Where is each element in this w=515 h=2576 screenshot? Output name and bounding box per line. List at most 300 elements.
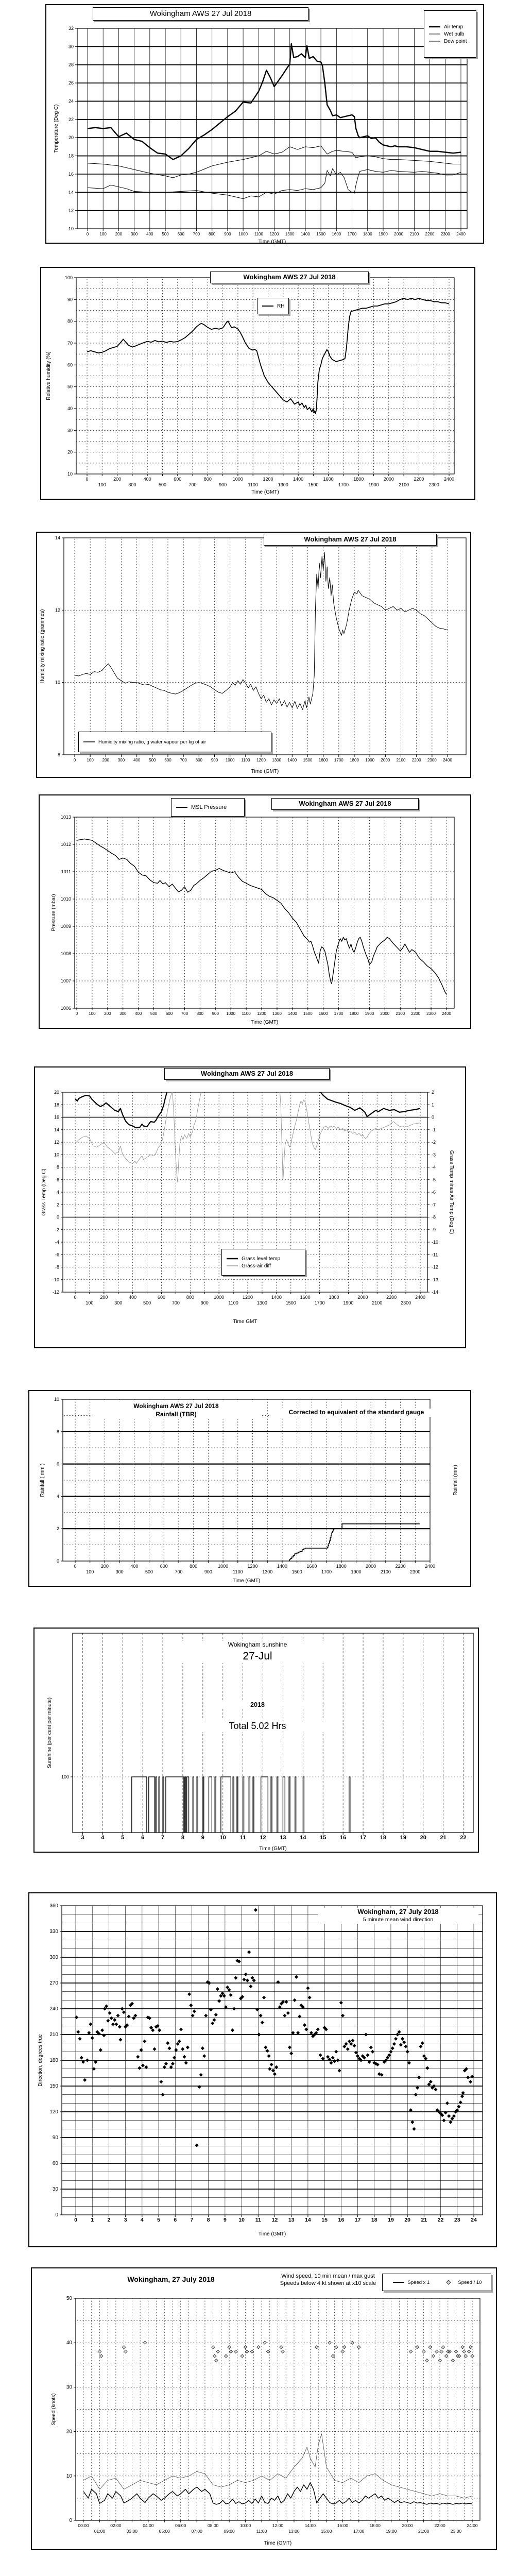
x-tick-label: 100 — [98, 482, 106, 487]
x-tick-label: 200 — [100, 1295, 108, 1300]
y-tick-label: 50 — [67, 384, 73, 389]
x-tick-label: 15 — [321, 2217, 328, 2223]
x-tick-label: 300 — [114, 1300, 123, 1306]
legend-label: Humidity mixing ratio, g water vapour per kg of air — [98, 739, 207, 745]
x-tick-label: 20 — [404, 2217, 411, 2223]
x-tick-label: 1900 — [365, 1011, 374, 1016]
x-tick-label: 1700 — [314, 1300, 325, 1306]
y-axis-title: Direction, degrees true — [38, 2034, 43, 2087]
x-tick-label: 2300 — [440, 232, 450, 236]
x-tick-label: 400 — [146, 232, 153, 236]
chart-title — [91, 1402, 261, 1418]
x-tick-label: 1300 — [272, 1011, 282, 1016]
x-tick-label: 1900 — [351, 1569, 362, 1574]
y-tick-label: 10 — [68, 226, 74, 231]
series-rainfall-cumulative — [75, 1524, 420, 1561]
x-tick-label: 5 — [157, 2217, 160, 2223]
x-tick-label: 2400 — [456, 232, 466, 236]
x-tick-label: 2200 — [386, 1295, 397, 1300]
x-tick-label: 4 — [101, 1835, 105, 1841]
x-tick-label: 01:00 — [94, 2529, 106, 2534]
x-tick-label: 1500 — [291, 1569, 302, 1574]
y-tick-label: 80 — [67, 318, 73, 324]
x-tick-label: 1400 — [301, 232, 310, 236]
x-tick-label: 1800 — [336, 1564, 347, 1569]
x-tick-label: 1200 — [242, 1295, 253, 1300]
x-tick-label: 400 — [130, 1564, 139, 1569]
x-tick-label: 9 — [223, 2217, 227, 2223]
y-tick-label: 0 — [55, 2212, 58, 2218]
y-tick-label: 2 — [56, 1526, 59, 1532]
y-tick-label: 330 — [49, 1929, 58, 1935]
y-tick-label: 1013 — [60, 815, 71, 820]
x-tick-label: 1100 — [242, 1011, 251, 1016]
x-tick-label: 1600 — [318, 758, 328, 762]
x-tick-label: 21 — [440, 1835, 447, 1841]
chart-wind-speed — [31, 2267, 497, 2550]
y-tick-label: 30 — [66, 2384, 72, 2391]
legend-label: Wet bulb — [444, 31, 465, 37]
y-tick-label: 12 — [55, 607, 60, 613]
x-tick-label: 200 — [104, 1011, 111, 1016]
chart-humidity-mixing-ratio — [36, 532, 471, 778]
x-axis-title: Time (GMT) — [259, 1846, 287, 1852]
x-tick-label: 1600 — [318, 1011, 328, 1016]
x-tick-label: 900 — [224, 232, 231, 236]
x-tick-label: 1400 — [271, 1295, 282, 1300]
y-tick-label: 4 — [56, 1494, 59, 1499]
x-tick-label: 2000 — [366, 1564, 376, 1569]
x-tick-label: 800 — [208, 232, 216, 236]
chart-grass-temperature — [34, 1066, 466, 1348]
y-axis-title: Rainfall ( mm ) — [40, 1463, 45, 1497]
x-tick-label: 2200 — [395, 1564, 406, 1569]
text-line: Wokingham sunshine — [228, 1641, 287, 1648]
x-tick-label: 0 — [86, 232, 89, 236]
y-tick-label: 50 — [66, 2296, 72, 2301]
y-tick-label: 40 — [67, 406, 73, 411]
x-tick-label: 07:00 — [191, 2529, 202, 2534]
x-tick-label: 2200 — [411, 758, 421, 762]
x-tick-label: 100 — [86, 1569, 94, 1574]
y-tick-label: 0 — [69, 2518, 72, 2523]
x-tick-label: 10 — [219, 1835, 226, 1841]
x-tick-label: 700 — [188, 482, 197, 487]
x-axis-title: Time (GMT) — [258, 239, 286, 245]
text-line: 2018 — [250, 1701, 265, 1708]
y-tick-label: 10 — [54, 1152, 59, 1158]
x-tick-label: 1000 — [226, 1011, 236, 1016]
y-tick-label: 10 — [55, 680, 60, 685]
series-rh — [87, 298, 449, 413]
chart-canvas-msl-pressure — [40, 795, 472, 1030]
x-tick-label: 1000 — [218, 1564, 229, 1569]
x-tick-label: 1100 — [254, 232, 263, 236]
x-tick-label: 1800 — [363, 232, 372, 236]
y-tick-label: 30 — [68, 44, 74, 49]
x-tick-label: 10:00 — [239, 2523, 251, 2528]
y-tick-label: 18 — [68, 153, 74, 159]
x-axis-title: Time GMT — [233, 1319, 258, 1325]
y-tick-label: 360 — [49, 1903, 58, 1909]
x-tick-label: 2400 — [424, 1564, 436, 1569]
legend-label: Speed / 10 — [458, 2279, 482, 2285]
y-tick-label: 10 — [54, 1397, 59, 1402]
x-tick-label: 1000 — [225, 758, 235, 762]
y-tick-label: 20 — [54, 1090, 59, 1095]
line-sample-icon — [392, 2280, 405, 2285]
x-tick-label: 1200 — [247, 1564, 258, 1569]
y-tick-label: 6 — [56, 1461, 59, 1467]
text-line: 5 minute mean wind direction — [363, 1916, 434, 1923]
x-tick-label: 1600 — [300, 1295, 311, 1300]
x-tick-label: 300 — [117, 758, 125, 762]
x-tick-label: 2100 — [380, 1569, 391, 1574]
x-tick-label: 6 — [174, 2217, 177, 2223]
x-axis-title: Time (GMT) — [232, 1578, 261, 1584]
x-tick-label: 1700 — [338, 482, 349, 487]
x-tick-label: 900 — [211, 758, 218, 762]
x-tick-label: 2300 — [428, 482, 439, 487]
y-tick-label: 1 — [432, 1102, 435, 1108]
text-line: 27-Jul — [243, 1650, 272, 1662]
y-tick-label: 12 — [54, 1140, 59, 1145]
series-sunshine-on-off — [132, 1777, 350, 1833]
y-tick-label: 270 — [49, 1980, 58, 1986]
text-line: Wokingham AWS 27 Jul 2018 — [200, 1070, 294, 1077]
x-tick-label: 1500 — [303, 1011, 313, 1016]
x-tick-label: 800 — [190, 1564, 198, 1569]
y-tick-label: 8 — [56, 1429, 59, 1434]
y-tick-label: 8 — [57, 752, 60, 757]
x-tick-label: 1700 — [334, 1011, 344, 1016]
x-tick-label: 1300 — [256, 1300, 267, 1306]
x-tick-label: 2200 — [414, 477, 424, 482]
text-line: Rainfall (TBR) — [156, 1410, 197, 1418]
chart-title — [94, 2275, 248, 2284]
x-tick-label: 1600 — [323, 477, 334, 482]
x-tick-label: 300 — [130, 232, 138, 236]
legend-label: Speed x 1 — [407, 2279, 430, 2285]
x-tick-label: 800 — [196, 1011, 204, 1016]
legend — [221, 1249, 305, 1276]
x-tick-label: 1300 — [278, 482, 288, 487]
x-tick-label: 1700 — [347, 232, 357, 236]
y-tick-label: 20 — [68, 135, 74, 141]
legend-label: Dew point — [444, 38, 467, 44]
x-tick-label: 13:00 — [288, 2529, 300, 2534]
x-axis-title: Time (GMT) — [264, 2540, 292, 2546]
x-tick-label: 15 — [320, 1835, 327, 1841]
y-tick-label: 70 — [67, 341, 73, 346]
x-tick-label: 2400 — [442, 1011, 451, 1016]
x-tick-label: 500 — [162, 232, 169, 236]
x-tick-label: 22:00 — [434, 2523, 445, 2528]
y-axis-title: Humidity mixing ratio (grammes) — [40, 609, 45, 684]
x-tick-label: 200 — [113, 477, 122, 482]
x-tick-label: 15:00 — [321, 2529, 332, 2534]
y-tick-label: -10 — [52, 1277, 59, 1282]
x-tick-label: 19 — [388, 2217, 394, 2223]
x-tick-label: 2 — [107, 2217, 111, 2223]
y-tick-label: -2 — [432, 1140, 436, 1145]
x-tick-label: 21:00 — [418, 2529, 430, 2534]
y-tick-label: 2 — [56, 1202, 59, 1208]
x-tick-label: 1100 — [241, 758, 250, 762]
y-tick-label: -4 — [55, 1240, 59, 1245]
x-tick-label: 700 — [171, 1300, 180, 1306]
x-tick-label: 1700 — [334, 758, 344, 762]
chart-canvas-rainfall — [29, 1391, 472, 1588]
x-axis-title: Time (GMT) — [251, 769, 279, 774]
x-tick-label: 7 — [190, 2217, 194, 2223]
line-sample-icon — [226, 1256, 239, 1261]
y-tick-label: 100 — [61, 1774, 69, 1780]
y-tick-label: 14 — [55, 535, 60, 540]
x-tick-label: 1600 — [332, 232, 341, 236]
y-tick-label: -9 — [432, 1227, 436, 1232]
x-tick-label: 19 — [400, 1835, 406, 1841]
legend — [171, 798, 245, 817]
x-tick-label: 13 — [280, 1835, 286, 1841]
y-tick-label: 30 — [52, 2187, 58, 2192]
x-tick-label: 23:00 — [450, 2529, 462, 2534]
legend-label: Grass-air diff — [242, 1263, 271, 1269]
y-tick-label: -6 — [55, 1252, 59, 1258]
x-tick-label: 9 — [201, 1835, 204, 1841]
line-sample-icon — [428, 39, 441, 44]
text-line: Wokingham AWS 27 Jul 2018 — [304, 535, 397, 543]
x-tick-label: 3 — [124, 2217, 127, 2223]
y-tick-label: -6 — [432, 1190, 436, 1195]
line-sample-icon — [82, 739, 96, 744]
x-tick-label: 3 — [81, 1835, 84, 1841]
y-tick-label: 12 — [68, 208, 74, 213]
x-tick-label: 18 — [371, 2217, 377, 2223]
x-tick-label: 700 — [180, 758, 187, 762]
x-tick-label: 500 — [149, 758, 156, 762]
legend-item — [428, 31, 472, 37]
chart-wind-direction — [28, 1892, 497, 2247]
legend-item — [226, 1256, 301, 1262]
x-tick-label: 0 — [73, 758, 76, 762]
legend-item — [82, 739, 267, 745]
x-tick-label: 1800 — [349, 1011, 359, 1016]
x-tick-label: 1300 — [262, 1569, 273, 1574]
x-tick-label: 600 — [164, 758, 171, 762]
y-tick-label: 0 — [56, 1214, 59, 1220]
x-tick-label: 400 — [134, 1011, 142, 1016]
x-tick-label: 100 — [85, 1300, 94, 1306]
x-tick-label: 1800 — [353, 477, 364, 482]
x-tick-label: 1500 — [303, 758, 313, 762]
x-tick-label: 6 — [141, 1835, 145, 1841]
x-tick-label: 400 — [129, 1295, 137, 1300]
x-tick-label: 300 — [128, 482, 136, 487]
sunshine-year — [211, 1701, 304, 1709]
y-tick-label: 10 — [67, 471, 73, 477]
legend-label: MSL Pressure — [191, 804, 227, 810]
text-line: Corrected to equivalent of the standard gauge — [288, 1409, 424, 1416]
y-tick-label: 6 — [56, 1177, 59, 1182]
x-tick-label: 12 — [271, 2217, 278, 2223]
x-tick-label: 2400 — [415, 1295, 426, 1300]
diamond-sample-icon — [442, 2280, 455, 2285]
x-tick-label: 2000 — [394, 232, 404, 236]
x-tick-label: 400 — [133, 758, 141, 762]
x-tick-label: 1500 — [285, 1300, 296, 1306]
x-axis-title: Time (GMT) — [251, 489, 279, 495]
y-tick-label: -5 — [432, 1177, 436, 1182]
x-tick-label: 20:00 — [402, 2523, 413, 2528]
x-tick-label: 1200 — [263, 477, 273, 482]
x-tick-label: 1100 — [228, 1300, 238, 1306]
x-tick-label: 200 — [102, 758, 110, 762]
y2-axis-title: Rainfall (mm) — [453, 1465, 458, 1496]
x-tick-label: 03:00 — [126, 2529, 138, 2534]
chart-sunshine — [33, 1628, 479, 1853]
x-tick-label: 2100 — [409, 232, 419, 236]
x-tick-label: 1000 — [232, 477, 243, 482]
x-tick-label: 1200 — [269, 232, 279, 236]
x-tick-label: 1000 — [214, 1295, 225, 1300]
y-tick-label: 180 — [49, 2058, 58, 2063]
x-tick-label: 1400 — [287, 1011, 297, 1016]
x-tick-label: 02:00 — [110, 2523, 122, 2528]
y-tick-label: 100 — [64, 275, 73, 280]
x-tick-label: 2300 — [410, 1569, 421, 1574]
x-tick-label: 1600 — [306, 1564, 317, 1569]
corrected-note — [269, 1409, 444, 1417]
legend-item — [261, 303, 285, 309]
x-tick-label: 300 — [119, 1011, 127, 1016]
x-tick-label: 06:00 — [175, 2523, 186, 2528]
x-tick-label: 00:00 — [78, 2523, 89, 2528]
x-tick-label: 0 — [74, 1295, 77, 1300]
text-line: Wokingham AWS 27 Jul 2018 — [243, 273, 336, 281]
y-tick-label: 1009 — [60, 924, 71, 929]
x-tick-label: 10 — [238, 2217, 245, 2223]
x-tick-label: 24 — [471, 2217, 477, 2223]
y-tick-label: 1008 — [60, 951, 71, 956]
x-tick-label: 700 — [193, 232, 200, 236]
chart-canvas-air-temperature — [46, 5, 485, 245]
x-tick-label: 24:00 — [467, 2523, 478, 2528]
x-tick-label: 600 — [160, 1564, 168, 1569]
y-tick-label: -11 — [432, 1252, 438, 1258]
text-line: Wokingham, 27 July 2018 — [357, 1908, 439, 1916]
x-tick-label: 0 — [85, 477, 89, 482]
y-tick-label: -8 — [55, 1264, 59, 1270]
text-line: Wokingham, 27 July 2018 — [127, 2275, 215, 2283]
line-sample-icon — [175, 805, 188, 810]
x-axis-title: Time (GMT) — [250, 1020, 279, 1025]
chart-canvas-grass-temperature — [35, 1067, 467, 1349]
x-tick-label: 05:00 — [159, 2529, 170, 2534]
chart-title — [93, 7, 308, 21]
y-tick-label: 1006 — [60, 1006, 71, 1011]
chart-relative-humidity — [40, 267, 475, 500]
y-tick-label: -4 — [432, 1164, 436, 1170]
x-tick-label: 21 — [421, 2217, 427, 2223]
x-tick-label: 600 — [157, 1295, 166, 1300]
x-tick-label: 500 — [143, 1300, 151, 1306]
y-tick-label: 16 — [68, 171, 74, 177]
x-tick-label: 700 — [181, 1011, 188, 1016]
y-tick-label: 28 — [68, 62, 74, 67]
line-sample-icon — [261, 303, 274, 309]
y-tick-label: 210 — [49, 2032, 58, 2038]
text-line: Speeds below 4 kt shown at x10 scale — [280, 2280, 376, 2287]
x-tick-label: 2100 — [396, 758, 406, 762]
x-tick-label: 1100 — [248, 482, 258, 487]
y2-axis-title: Grass Temp minus Air Temp (Deg C) — [449, 1150, 454, 1234]
x-tick-label: 2300 — [401, 1300, 411, 1306]
x-tick-label: 2100 — [399, 482, 409, 487]
x-tick-label: 17 — [354, 2217, 361, 2223]
legend — [424, 10, 476, 58]
legend-item — [428, 39, 472, 44]
x-tick-label: 16:00 — [337, 2523, 348, 2528]
y-tick-label: -13 — [432, 1277, 439, 1282]
y-tick-label: 20 — [67, 449, 73, 455]
y-tick-label: 24 — [68, 98, 74, 104]
y-axis-title: Relative humidity (%) — [46, 351, 52, 400]
y-tick-label: 8 — [56, 1164, 59, 1170]
y-tick-label: 0 — [432, 1114, 435, 1120]
x-tick-label: 1900 — [343, 1300, 354, 1306]
legend-label: Grass level temp — [242, 1256, 281, 1262]
x-tick-label: 1300 — [272, 758, 282, 762]
y-tick-label: 4 — [56, 1190, 59, 1195]
x-tick-label: 800 — [203, 477, 212, 482]
y-tick-label: 60 — [67, 362, 73, 368]
text-line: Total 5.02 Hrs — [229, 1721, 286, 1731]
legend-item — [442, 2280, 482, 2285]
sunshine-title — [180, 1641, 335, 1663]
x-tick-label: 900 — [219, 482, 227, 487]
x-tick-label: 12:00 — [272, 2523, 284, 2528]
x-tick-label: 22 — [437, 2217, 444, 2223]
x-tick-label: 11 — [239, 1835, 246, 1841]
x-tick-label: 11 — [255, 2217, 261, 2223]
x-tick-label: 18 — [380, 1835, 387, 1841]
x-tick-label: 2000 — [380, 1011, 390, 1016]
x-tick-label: 2000 — [381, 758, 390, 762]
chart-rainfall — [28, 1390, 471, 1587]
y-tick-label: 2 — [432, 1090, 435, 1095]
y-tick-label: 0 — [56, 1558, 59, 1564]
x-tick-label: 1200 — [256, 758, 266, 762]
x-tick-label: 500 — [150, 1011, 158, 1016]
x-tick-label: 0 — [74, 1564, 77, 1569]
x-tick-label: 14 — [300, 1835, 306, 1841]
y-tick-label: 1010 — [60, 896, 71, 902]
x-tick-label: 1500 — [316, 232, 326, 236]
x-tick-label: 600 — [165, 1011, 173, 1016]
x-tick-label: 1400 — [277, 1564, 287, 1569]
y-tick-label: 16 — [54, 1114, 59, 1120]
y-tick-label: 40 — [66, 2340, 72, 2346]
y-tick-label: 150 — [49, 2083, 58, 2089]
x-tick-label: 14 — [305, 2217, 311, 2223]
x-tick-label: 500 — [145, 1569, 153, 1574]
x-tick-label: 18:00 — [369, 2523, 381, 2528]
x-tick-label: 1900 — [365, 758, 375, 762]
sunshine-total — [191, 1720, 324, 1732]
x-tick-label: 1800 — [350, 758, 359, 762]
y-tick-label: -12 — [432, 1264, 439, 1270]
